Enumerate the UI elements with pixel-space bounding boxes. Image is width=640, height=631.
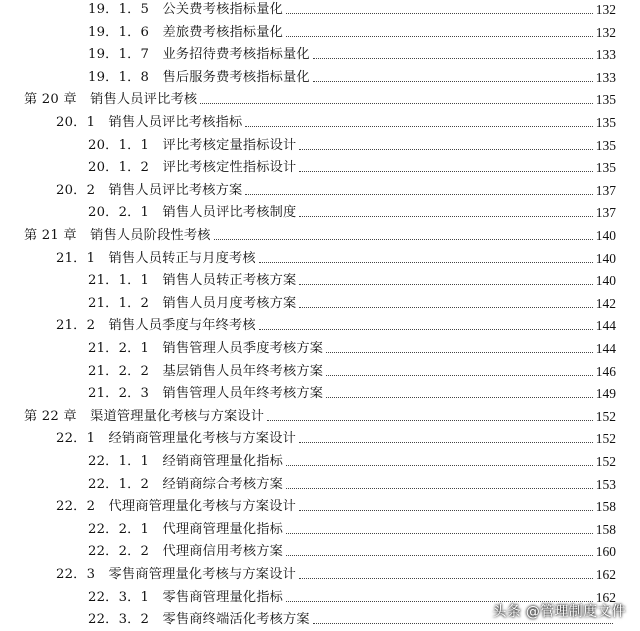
toc-page-number: 137: [595, 182, 616, 198]
toc-entry-title: 20．2．1 销售人员评比考核制度: [88, 205, 297, 221]
toc-page-number: 135: [595, 92, 616, 108]
toc-subsection-entry[interactable]: [88, 0, 616, 18]
toc-entry-title: 20．1．2 评比考核定性指标设计: [88, 160, 297, 176]
dot-leader: [214, 239, 593, 240]
dot-leader: [299, 307, 592, 308]
toc-subsection-entry[interactable]: [88, 516, 616, 538]
toc-entry-title: 第 21 章 销售人员阶段性考核: [24, 228, 211, 243]
toc-subsection-entry[interactable]: [88, 132, 616, 154]
toc-entry-title: 21．1 销售人员转正与月度考核: [56, 250, 256, 266]
dot-leader: [326, 375, 593, 376]
toc-entry-title: 第 22 章 渠道管理量化考核与方案设计: [24, 408, 265, 424]
toc-page-number: 140: [595, 250, 616, 266]
toc-entry-title: 21．2 销售人员季度与年终考核: [56, 318, 256, 334]
toc-page-number: 133: [595, 69, 616, 85]
toc-page-number: 152: [595, 408, 616, 424]
dot-leader: [299, 578, 593, 579]
toc-page-number: 144: [595, 318, 616, 334]
dot-leader: [299, 149, 592, 150]
toc-subsection-entry[interactable]: [88, 335, 616, 357]
toc-page-number: 144: [595, 341, 616, 356]
toc-entry-title: 22．3．2 零售商终端活化考核方案: [88, 612, 310, 628]
dot-leader: [259, 329, 593, 330]
toc-section-entry[interactable]: [56, 425, 616, 447]
dot-leader: [313, 58, 593, 59]
dot-leader: [286, 13, 593, 14]
toc-page-number: 135: [595, 137, 616, 153]
toc-subsection-entry[interactable]: [88, 380, 616, 402]
toc-entry-title: 19．1．5 公关费考核指标量化: [88, 2, 284, 17]
toc-page-number: 135: [595, 160, 616, 176]
toc-entry-title: 21．1．2 销售人员月度考核方案: [88, 295, 297, 311]
toc-page-number: 152: [595, 454, 616, 469]
dot-leader: [286, 488, 593, 489]
watermark: 头条 @管理制度文件: [492, 604, 626, 620]
toc-section-entry[interactable]: [56, 245, 616, 267]
dot-leader: [259, 262, 593, 263]
toc-section-entry[interactable]: [56, 109, 616, 131]
toc-subsection-entry[interactable]: [88, 19, 616, 41]
dot-leader: [299, 171, 592, 172]
toc-page-number: 160: [595, 544, 616, 560]
toc-chapter-entry[interactable]: [24, 222, 616, 244]
dot-leader: [286, 465, 593, 466]
dot-leader: [200, 103, 593, 104]
toc-entry-title: 19．1．8 售后服务费考核指标量化: [88, 69, 310, 85]
toc-page-number: 132: [595, 2, 616, 17]
toc-section-entry[interactable]: [56, 312, 616, 334]
toc-entry-title: 21．2．2 基层销售人员年终考核方案: [88, 363, 324, 379]
toc-page-number: 133: [595, 47, 616, 63]
toc-entry-title: 20．1 销售人员评比考核指标: [56, 115, 243, 130]
toc-entry-title: 22．3 零售商管理量化考核与方案设计: [56, 567, 296, 582]
toc-page-number: 149: [595, 386, 616, 402]
toc-page-number: 153: [595, 476, 616, 492]
toc-subsection-entry[interactable]: [88, 64, 616, 86]
dot-leader: [267, 420, 593, 421]
toc-page-number: 132: [595, 24, 616, 40]
dot-leader: [286, 555, 593, 556]
toc-entry-title: 22．2．1 代理商管理量化指标: [88, 521, 284, 537]
toc-entry-title: 19．1．6 差旅费考核指标量化: [88, 24, 284, 40]
toc-entry-title: 21．2．3 销售管理人员年终考核方案: [88, 386, 324, 402]
toc-page-number: 140: [595, 273, 616, 289]
toc-page-number: 142: [595, 295, 616, 311]
dot-leader: [313, 623, 613, 624]
toc-page-number: 152: [595, 431, 616, 447]
toc-subsection-entry[interactable]: [88, 199, 616, 221]
toc-page-number: 162: [595, 589, 616, 605]
toc-entry-title: 22．2 代理商管理量化考核与方案设计: [56, 499, 296, 515]
toc-entry-title: 21．2．1 销售管理人员季度考核方案: [88, 341, 324, 356]
toc-page-number: 162: [595, 567, 616, 582]
toc-subsection-entry[interactable]: [88, 471, 616, 493]
dot-leader: [299, 510, 593, 511]
dot-leader: [299, 284, 592, 285]
toc-subsection-entry[interactable]: [88, 41, 616, 63]
toc-entry-title: 22．1 经销商管理量化考核与方案设计: [56, 431, 296, 447]
toc-section-entry[interactable]: [56, 561, 616, 583]
toc-subsection-entry[interactable]: [88, 267, 616, 289]
toc-page-number: 146: [595, 363, 616, 379]
toc-page-number: 140: [595, 228, 616, 243]
toc-entry-title: 20．2 销售人员评比考核方案: [56, 182, 243, 198]
toc-entry-title: 21．1．1 销售人员转正考核方案: [88, 273, 297, 289]
toc-subsection-entry[interactable]: [88, 358, 616, 380]
dot-leader: [286, 533, 593, 534]
toc-subsection-entry[interactable]: [88, 538, 616, 560]
toc-entry-title: 22．2．2 代理商信用考核方案: [88, 544, 284, 560]
toc-subsection-entry[interactable]: [88, 448, 616, 470]
dot-leader: [326, 397, 593, 398]
toc-page-number: 137: [595, 205, 616, 221]
dot-leader: [313, 81, 593, 82]
toc-section-entry[interactable]: [56, 493, 616, 515]
toc-page-number: 158: [595, 499, 616, 515]
toc-subsection-entry[interactable]: [88, 154, 616, 176]
toc-chapter-entry[interactable]: [24, 403, 616, 425]
toc-chapter-entry[interactable]: [24, 86, 616, 108]
dot-leader: [245, 126, 592, 127]
toc-entry-title: 20．1．1 评比考核定量指标设计: [88, 137, 297, 153]
toc-entry-title: 22．3．1 零售商管理量化指标: [88, 589, 284, 605]
dot-leader: [326, 352, 593, 353]
toc-entry-title: 19．1．7 业务招待费考核指标量化: [88, 47, 310, 63]
toc-page-number: 158: [595, 521, 616, 537]
dot-leader: [245, 194, 592, 195]
toc-entry-title: 22．1．2 经销商综合考核方案: [88, 476, 284, 492]
toc-page-number: 135: [595, 115, 616, 130]
dot-leader: [299, 442, 593, 443]
toc-subsection-entry[interactable]: [88, 290, 616, 312]
toc-entry-title: 第 20 章 销售人员评比考核: [24, 92, 198, 108]
dot-leader: [299, 216, 592, 217]
dot-leader: [286, 36, 593, 37]
toc-entry-title: 22．1．1 经销商管理量化指标: [88, 454, 284, 469]
toc-section-entry[interactable]: [56, 177, 616, 199]
